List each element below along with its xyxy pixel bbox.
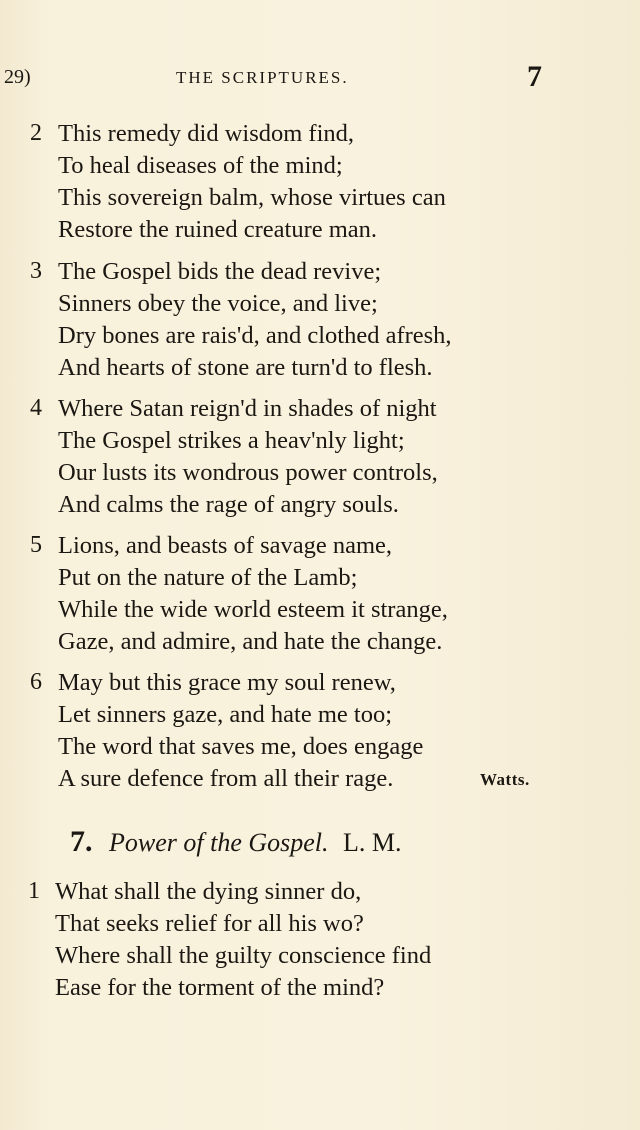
hymn-title: Power of the Gospel. (109, 828, 329, 857)
verse-line: Our lusts its wondrous power controls, (58, 459, 438, 486)
verse-line: That seeks relief for all his wo? (55, 910, 364, 937)
hymn-number: 7. (70, 825, 93, 858)
verse-line: And hearts of stone are turn'd to flesh. (58, 354, 433, 381)
hymn-reference: 29) (4, 66, 31, 88)
hymn-heading (70, 825, 402, 859)
verse-line: Where Satan reign'd in shades of night (58, 395, 437, 422)
verse-line: Gaze, and admire, and hate the change. (58, 628, 443, 655)
verse-line: This sovereign balm, whose virtues can (58, 184, 446, 211)
stanza-number: 1 (28, 878, 40, 904)
stanza-number: 4 (30, 395, 42, 421)
verse-line: What shall the dying sinner do, (55, 878, 362, 905)
verse-line: May but this grace my soul renew, (58, 669, 396, 696)
verse-line: To heal diseases of the mind; (58, 152, 343, 179)
verse-line: The word that saves me, does engage (58, 733, 424, 760)
verse-line: The Gospel bids the dead revive; (58, 258, 382, 285)
verse-line: Lions, and beasts of savage name, (58, 532, 393, 559)
stanza-number: 2 (30, 120, 42, 146)
page-header (0, 60, 640, 96)
verse-line: Sinners obey the voice, and live; (58, 290, 378, 317)
verse-line: Restore the ruined creature man. (58, 216, 378, 243)
verse-line: Put on the nature of the Lamb; (58, 564, 358, 591)
verse-line: While the wide world esteem it strange, (58, 596, 448, 623)
verse-line: A sure defence from all their rage. (58, 765, 394, 792)
hymn-meter: L. M. (343, 828, 402, 857)
running-title: THE SCRIPTURES. (176, 68, 349, 87)
page-number: 7 (527, 60, 542, 93)
verse-line: And calms the rage of angry souls. (58, 491, 399, 518)
author-attribution: Watts. (480, 770, 530, 789)
verse-line: Dry bones are rais'd, and clothed afresh, (58, 322, 452, 349)
verse-line: This remedy did wisdom find, (58, 120, 355, 147)
verse-line: Let sinners gaze, and hate me too; (58, 701, 393, 728)
verse-line: Where shall the guilty conscience find (55, 942, 432, 969)
stanza-number: 3 (30, 258, 42, 284)
stanza-number: 6 (30, 669, 42, 695)
verse-line: The Gospel strikes a heav'nly light; (58, 427, 405, 454)
stanza-number: 5 (30, 532, 42, 558)
verse-line: Ease for the torment of the mind? (55, 974, 385, 1001)
